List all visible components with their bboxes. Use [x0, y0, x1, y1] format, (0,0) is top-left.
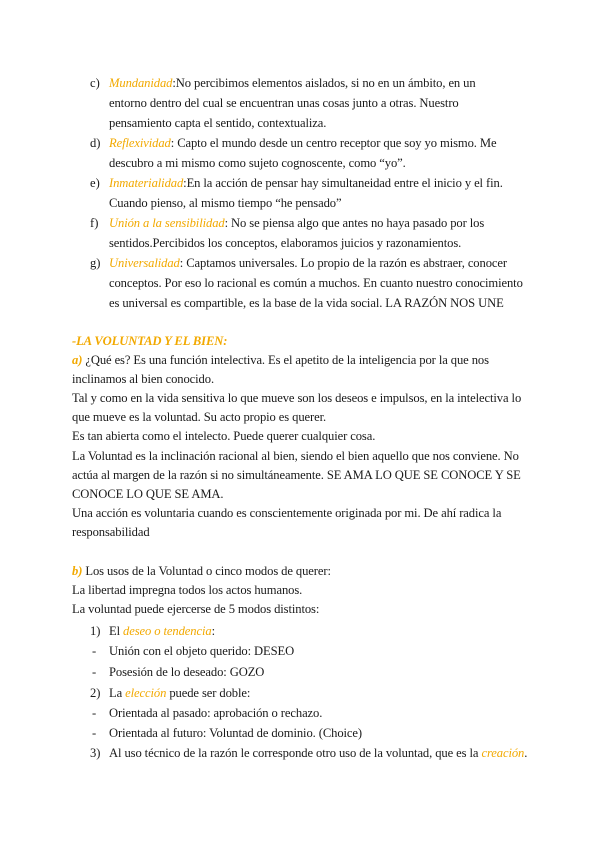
list-item-text: es universal es compartible, es la base de la vida social. LA RAZÓN NOS UNE — [109, 296, 504, 310]
list-item-text: descubro a mi mismo como sujeto cognoscente, como “yo”. — [109, 156, 406, 170]
term-highlight: Mundanidad — [109, 76, 173, 90]
paragraph-line: b) Los usos de la Voluntad o cinco modos de querer: — [72, 564, 331, 578]
section-title: -LA VOLUNTAD Y EL BIEN: — [72, 334, 228, 348]
list-item-eleccion: La elección puede ser doble: — [109, 686, 251, 700]
term-highlight: Inmaterialidad — [109, 176, 184, 190]
term-highlight: Reflexividad — [109, 136, 171, 150]
paragraph-line: responsabilidad — [72, 525, 150, 539]
list-item-text: Cuando pienso, al mismo tiempo “he pensado” — [109, 196, 342, 210]
paragraph-line: La libertad impregna todos los actos humanos. — [72, 583, 303, 597]
dash-marker: - — [92, 726, 97, 740]
dash-marker: - — [92, 665, 97, 679]
list-marker: 2) — [90, 686, 101, 700]
paragraph-line: Una acción es voluntaria cuando es conscientemente originada por mi. De ahí radica la — [72, 506, 502, 520]
section-label: a) — [72, 353, 83, 367]
list-item-inmaterialidad: Inmaterialidad:En la acción de pensar hay simultaneidad entre el inicio y el fin. — [109, 176, 503, 190]
term-highlight: deseo o tendencia — [123, 624, 212, 638]
list-item-text: Orientada al futuro: Voluntad de dominio. (Choice) — [109, 726, 362, 740]
list-item-text: Orientada al pasado: aprobación o rechazo. — [109, 706, 323, 720]
list-marker: d) — [90, 136, 101, 150]
paragraph-line: inclinamos al bien conocido. — [72, 372, 214, 386]
list-item-text: entorno dentro del cual se encuentran unas cosas junto a otras. Nuestro — [109, 96, 459, 110]
list-marker: 3) — [90, 746, 101, 760]
list-marker: f) — [90, 216, 99, 230]
dash-marker: - — [92, 706, 97, 720]
list-item-text: pensamiento capta el sentido, contextualiza. — [109, 116, 327, 130]
list-marker: c) — [90, 76, 100, 90]
list-item-text: sentidos.Percibidos los conceptos, elaboramos juicios y razonamientos. — [109, 236, 462, 250]
list-item-text: conceptos. Por eso lo racional es común a muchos. En cuanto nuestro conocimiento — [109, 276, 523, 290]
list-marker: g) — [90, 256, 101, 270]
list-item-creacion: Al uso técnico de la razón le corresponde otro uso de la voluntad, que es la creación. — [109, 746, 528, 760]
list-item-deseo: El deseo o tendencia: — [109, 624, 215, 638]
paragraph-line: que mueve es la voluntad. Su acto propio es querer. — [72, 410, 327, 424]
dash-marker: - — [92, 644, 97, 658]
list-item-universalidad: Universalidad: Captamos universales. Lo propio de la razón es abstraer, conocer — [109, 256, 507, 270]
paragraph-line: La voluntad puede ejercerse de 5 modos distintos: — [72, 602, 320, 616]
list-item-text: Unión con el objeto querido: DESEO — [109, 644, 295, 658]
term-highlight: Unión a la sensibilidad — [109, 216, 225, 230]
list-marker: e) — [90, 176, 100, 190]
term-highlight: Universalidad — [109, 256, 180, 270]
list-item-text: Posesión de lo deseado: GOZO — [109, 665, 265, 679]
list-item-reflexividad: Reflexividad: Capto el mundo desde un centro receptor que soy yo mismo. Me — [109, 136, 497, 150]
paragraph-line: Tal y como en la vida sensitiva lo que mueve son los deseos e impulsos, en la intelectiva lo — [72, 391, 522, 405]
paragraph-line: Es tan abierta como el intelecto. Puede querer cualquier cosa. — [72, 429, 376, 443]
list-item-mundanidad: Mundanidad:No percibimos elementos aislados, si no en un ámbito, en un — [109, 76, 476, 90]
term-highlight: creación — [481, 746, 525, 760]
list-marker: 1) — [90, 624, 101, 638]
term-highlight: elección — [125, 686, 167, 700]
list-item-sensibilidad: Unión a la sensibilidad: No se piensa algo que antes no haya pasado por los — [109, 216, 485, 230]
section-label: b) — [72, 564, 83, 578]
paragraph-line: La Voluntad es la inclinación racional al bien, siendo el bien aquello que nos conviene. No — [72, 449, 519, 463]
paragraph-line: CONOCE LO QUE SE AMA. — [72, 487, 224, 501]
paragraph-line: actúa al margen de la razón si no simultáneamente. SE AMA LO QUE SE CONOCE Y SE — [72, 468, 521, 482]
paragraph-line: a) ¿Qué es? Es una función intelectiva. Es el apetito de la inteligencia por la que nos — [72, 353, 489, 367]
